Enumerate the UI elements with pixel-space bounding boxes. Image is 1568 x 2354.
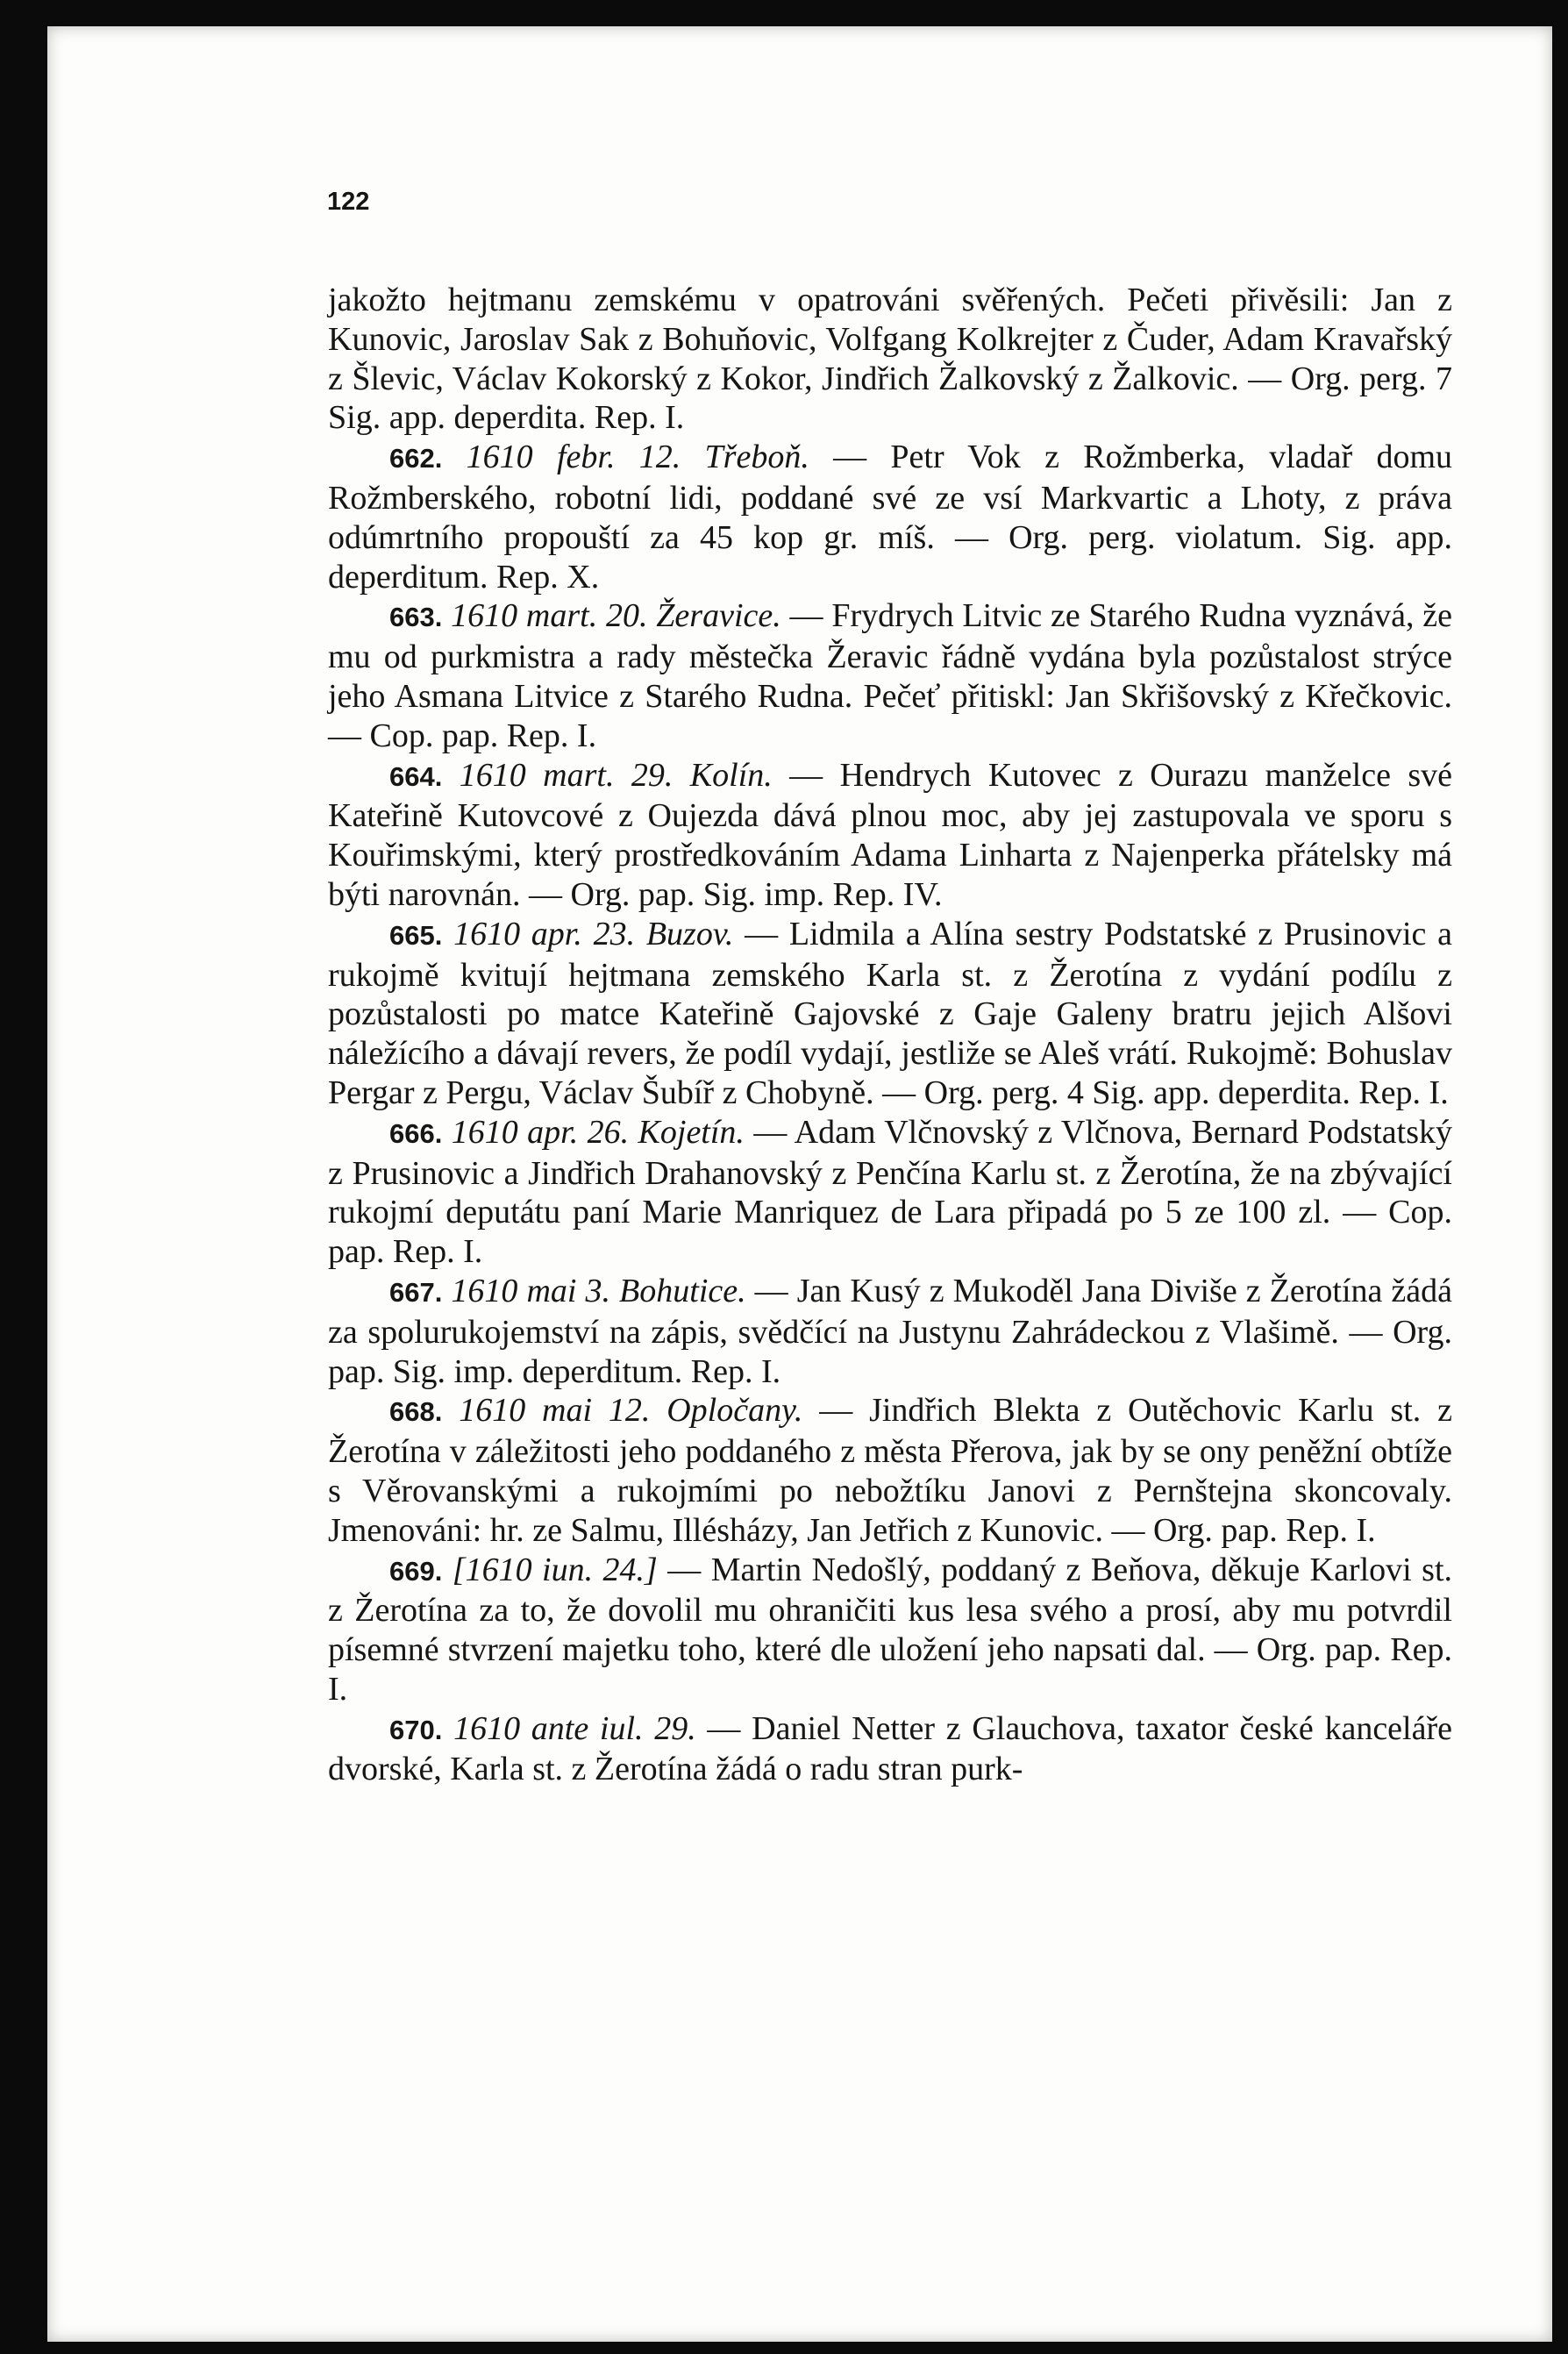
entry-text: — Jan Kusý z Mukoděl Jana Diviše z Žerotína žádá za spolurukojemství na zápis, svědčící na Justynu Zahrádeckou z Vlašimě. — Org. pap. Sig. imp. deperditum. Rep. I. <box>328 1272 1453 1390</box>
entry-number: 668. <box>389 1396 443 1428</box>
entry-date: 1610 mai 3. Bohutice. <box>451 1272 746 1309</box>
entry-date: 1610 febr. 12. Třeboň. <box>466 439 809 476</box>
entry-665 <box>328 915 1452 1113</box>
entry-date: 1610 apr. 23. Buzov. <box>453 915 734 952</box>
page-number: 122 <box>327 188 370 216</box>
entry-text: — Petr Vok z Rožmberka, vladař domu Rožmberského, robotní lidi, poddané své ze vsí Markvartic a Lhoty, z práva odúmrtního propouští za 45 kop gr. míš. — Org. perg. violatum. Sig. app. deperditum. Rep. X. <box>328 439 1452 596</box>
entry-668 <box>328 1391 1452 1550</box>
entry-text: — Martin Nedošlý, poddaný z Beňova, děkuje Karlovi st. z Žerotína za to, že dovolil mu ohraničiti kus lesa svého a prosí, aby mu potvrdil písemné stvrzení majetku toho, které dle uložení jeho napsati dal. — Org. pap. Rep. I. <box>328 1551 1453 1708</box>
entry-date: 1610 mai 12. Opločany. <box>459 1392 803 1430</box>
entry-number: 669. <box>389 1555 443 1587</box>
entry-number: 666. <box>389 1117 443 1149</box>
entry-667 <box>328 1272 1452 1391</box>
entry-number: 670. <box>389 1714 443 1745</box>
entry-number: 662. <box>389 443 443 474</box>
text-column <box>328 281 1452 1789</box>
entry-663 <box>328 596 1452 755</box>
entry-number: 664. <box>389 760 443 792</box>
entry-669 <box>328 1551 1452 1709</box>
entry-date: [1610 iun. 24.] <box>452 1551 658 1588</box>
entry-date: 1610 ante iul. 29. <box>453 1709 696 1747</box>
entry-664 <box>328 756 1452 915</box>
entry-number: 663. <box>389 602 443 633</box>
entry-text: — Hendrych Kutovec z Ourazu manželce své Kateřině Kutovcové z Oujezda dává plnou moc, aby jej zastupovala ve sporu s Kouřimskými, který prostředkováním Adama Linharta z Najenperka přátelsky má býti narovnán. — Org. pap. Sig. imp. Rep. IV. <box>328 756 1453 913</box>
entry-662 <box>328 438 1452 596</box>
entry-number: 665. <box>389 919 443 951</box>
entry-text: — Lidmila a Alína sestry Podstatské z Prusinovic a rukojmě kvitují hejtmana zemského Karla st. z Žerotína z vydání podílu z pozůstalosti po matce Kateřině Gajovské z Gaje Galeny bratru jejich Alšovi náležícího a dávají revers, že podíl vydají, jestliže se Aleš vrátí. Rukojmě: Bohuslav Pergar z Pergu, Václav Šubíř z Chobyně. — Org. perg. 4 Sig. app. deperdita. Rep. I. <box>328 915 1452 1111</box>
entry-date: 1610 mart. 29. Kolín. <box>459 756 773 794</box>
entry-text: — Jindřich Blekta z Outěchovic Karlu st. z Žerotína v záležitosti jeho poddaného z města Přerova, jak by se ony peněžní obtíže s Věrovanskými a rukojmími po nebožtíku Janovi z Pernštejna skoncovaly. Jmenováni: hr. ze Salmu, Illésházy, Jan Jetřich z Kunovic. — Org. pap. Rep. I. <box>328 1392 1453 1549</box>
entry-666 <box>328 1113 1452 1272</box>
entry-date: 1610 mart. 20. Žeravice. <box>451 597 781 635</box>
entry-text: — Adam Vlčnovský z Vlčnova, Bernard Podstatský z Prusinovic a Jindřich Drahanovský z Penčína Karlu st. z Žerotína, že na zbývající rukojmí deputátu paní Marie Manriquez de Lara připadá po 5 ze 100 zl. — Cop. pap. Rep. I. <box>328 1113 1452 1271</box>
entry-text: — Daniel Netter z Glauchova, taxator české kanceláře dvorské, Karla st. z Žerotína žádá o radu stran purk- <box>328 1709 1452 1788</box>
entry-date: 1610 apr. 26. Kojetín. <box>451 1113 745 1151</box>
entry-text: — Frydrych Litvic ze Starého Rudna vyznává, že mu od purkmistra a rady městečka Žeravic řádně vydána byla pozůstalost strýce jeho Asmana Litvice z Starého Rudna. Pečeť přitiskl: Jan Skřišovský z Křečkovic. — Cop. pap. Rep. I. <box>328 597 1452 754</box>
entry-670 <box>328 1709 1452 1790</box>
opening-paragraph: jakožto hejtmanu zemskému v opatrováni svěřených. Pečeti přivěsili: Jan z Kunovic, Jaroslav Sak z Bohuňovic, Volfgang Kolkrejter z Čuder, Adam Kravařský z Šlevic, Václav Kokorský z Kokor, Jindřich Žalkovský z Žalkovic. — Org. perg. 7 Sig. app. deperdita. Rep. I. <box>328 282 1452 437</box>
book-page <box>47 26 1552 2342</box>
entry-number: 667. <box>389 1276 443 1308</box>
